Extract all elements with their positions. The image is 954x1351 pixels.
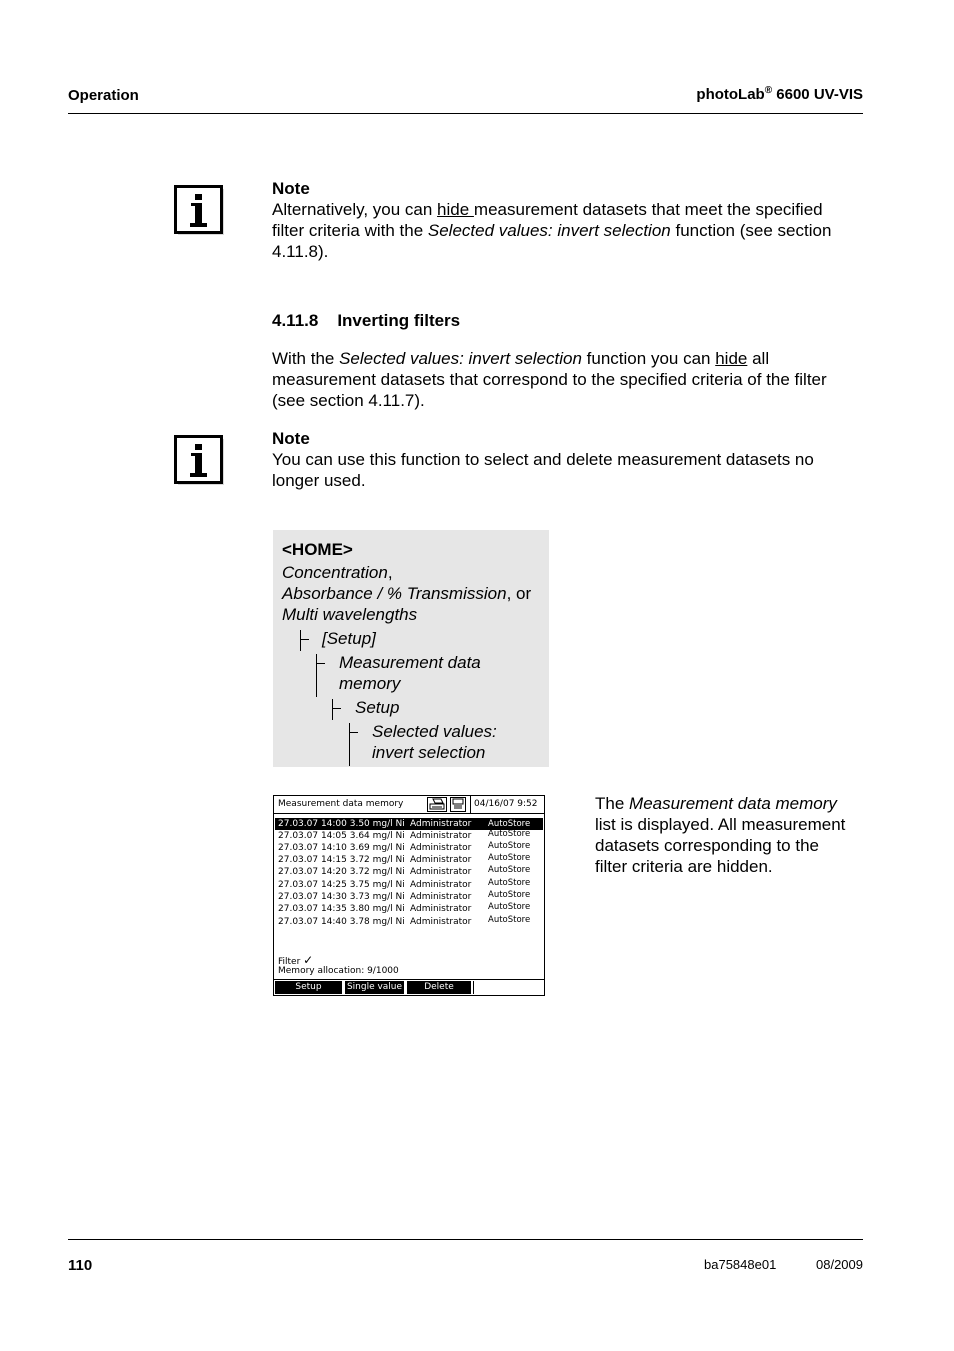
title-separator — [470, 796, 471, 813]
nav-measurement-data-memory-2: memory — [339, 674, 401, 693]
nav-selected-values-2: invert selection — [372, 743, 486, 762]
nav-selected-values-1: Selected values: — [372, 722, 497, 741]
nav-setup: [Setup] — [322, 629, 376, 648]
document-number: ba75848e01 — [704, 1257, 777, 1272]
tree-branch — [332, 708, 341, 709]
memory-allocation: Memory allocation: 9/1000 — [278, 966, 399, 976]
nav-modes-line1: Concentration, — [282, 563, 393, 582]
footer-rule — [68, 1239, 863, 1240]
checkmark-icon: ✓ — [303, 953, 314, 967]
table-row[interactable]: 27.03.07 14:30 3.73 mg/l Ni Administrator AutoStore — [278, 890, 531, 902]
note-text: Alternatively, you can hide measurement datasets that meet the specified filter criteria with the Selected values: invert selection function (see section 4.11.8). — [272, 200, 832, 261]
tree-branch — [332, 699, 333, 720]
body-paragraph: With the Selected values: invert selection function you can hide all measurement datasets that correspond to the specified criteria of the filter (see section 4.11.7). — [272, 349, 827, 410]
running-header-left: Operation — [68, 87, 139, 104]
tree-branch — [316, 654, 317, 697]
header-rule — [68, 113, 863, 114]
setup-softkey[interactable]: Setup — [275, 981, 342, 994]
note-text: You can use this function to select and delete measurement datasets no longer used. — [272, 450, 814, 490]
document-date: 08/2009 — [816, 1257, 863, 1272]
table-row[interactable]: 27.03.07 14:15 3.72 mg/l Ni Administrator AutoStore — [278, 853, 531, 865]
nav-modes-line2: Absorbance / % Transmission, or — [282, 584, 532, 603]
home-key: <HOME> — [282, 540, 353, 559]
tree-branch — [316, 663, 325, 664]
tree-branch — [300, 639, 309, 640]
info-icon — [174, 435, 226, 487]
registered-mark: ® — [764, 85, 773, 96]
navigation-path-box — [273, 530, 549, 767]
nav-measurement-data-memory-1: Measurement data — [339, 653, 481, 672]
note-title: Note — [272, 179, 310, 198]
screen-title: Measurement data memory — [278, 799, 404, 809]
filter-status: Filter ✓ — [278, 953, 314, 967]
section-number: 4.11.8 — [272, 311, 319, 330]
tree-branch — [300, 630, 301, 651]
page-number: 110 — [68, 1257, 93, 1274]
tree-branch — [349, 732, 358, 733]
table-row[interactable]: 27.03.07 14:35 3.80 mg/l Ni Administrator AutoStore — [278, 902, 531, 914]
nav-setup-sub: Setup — [355, 698, 400, 717]
softkey-bar — [274, 979, 544, 995]
table-row[interactable]: 27.03.07 14:40 3.78 mg/l Ni Administrator AutoStore — [278, 915, 531, 927]
delete-softkey[interactable]: Delete — [407, 981, 471, 994]
table-row[interactable]: 27.03.07 14:00 3.50 mg/l Ni Administrator AutoStore — [275, 818, 543, 830]
empty-softkey[interactable] — [473, 981, 544, 994]
running-header-right — [696, 85, 863, 103]
model-name: 6600 UV-VIS — [772, 86, 863, 103]
table-row[interactable]: 27.03.07 14:20 3.72 mg/l Ni Administrator AutoStore — [278, 865, 531, 877]
note-title: Note — [272, 429, 310, 448]
printer-icon[interactable] — [427, 797, 447, 812]
info-icon — [174, 185, 226, 237]
nav-modes-line3: Multi wavelengths — [282, 605, 418, 624]
table-row[interactable]: 27.03.07 14:10 3.69 mg/l Ni Administrator AutoStore — [278, 841, 531, 853]
disk-icon[interactable] — [450, 797, 466, 812]
single-value-softkey[interactable]: Single value — [346, 982, 403, 992]
device-screen — [273, 795, 545, 996]
screen-datetime: 04/16/07 9:52 — [474, 799, 538, 809]
section-title: Inverting filters — [337, 311, 461, 330]
brand-name: photoLab — [696, 86, 765, 103]
section-heading — [272, 311, 460, 331]
table-row[interactable]: 27.03.07 14:05 3.64 mg/l Ni Administrator AutoStore — [278, 829, 531, 841]
table-row[interactable]: 27.03.07 14:25 3.75 mg/l Ni Administrator AutoStore — [278, 878, 531, 890]
tree-branch — [349, 723, 350, 766]
screen-description: The Measurement data memory list is displayed. All measurement datasets corresponding to the filter criteria are hidden. — [595, 794, 846, 876]
title-bar-rule — [274, 813, 544, 814]
